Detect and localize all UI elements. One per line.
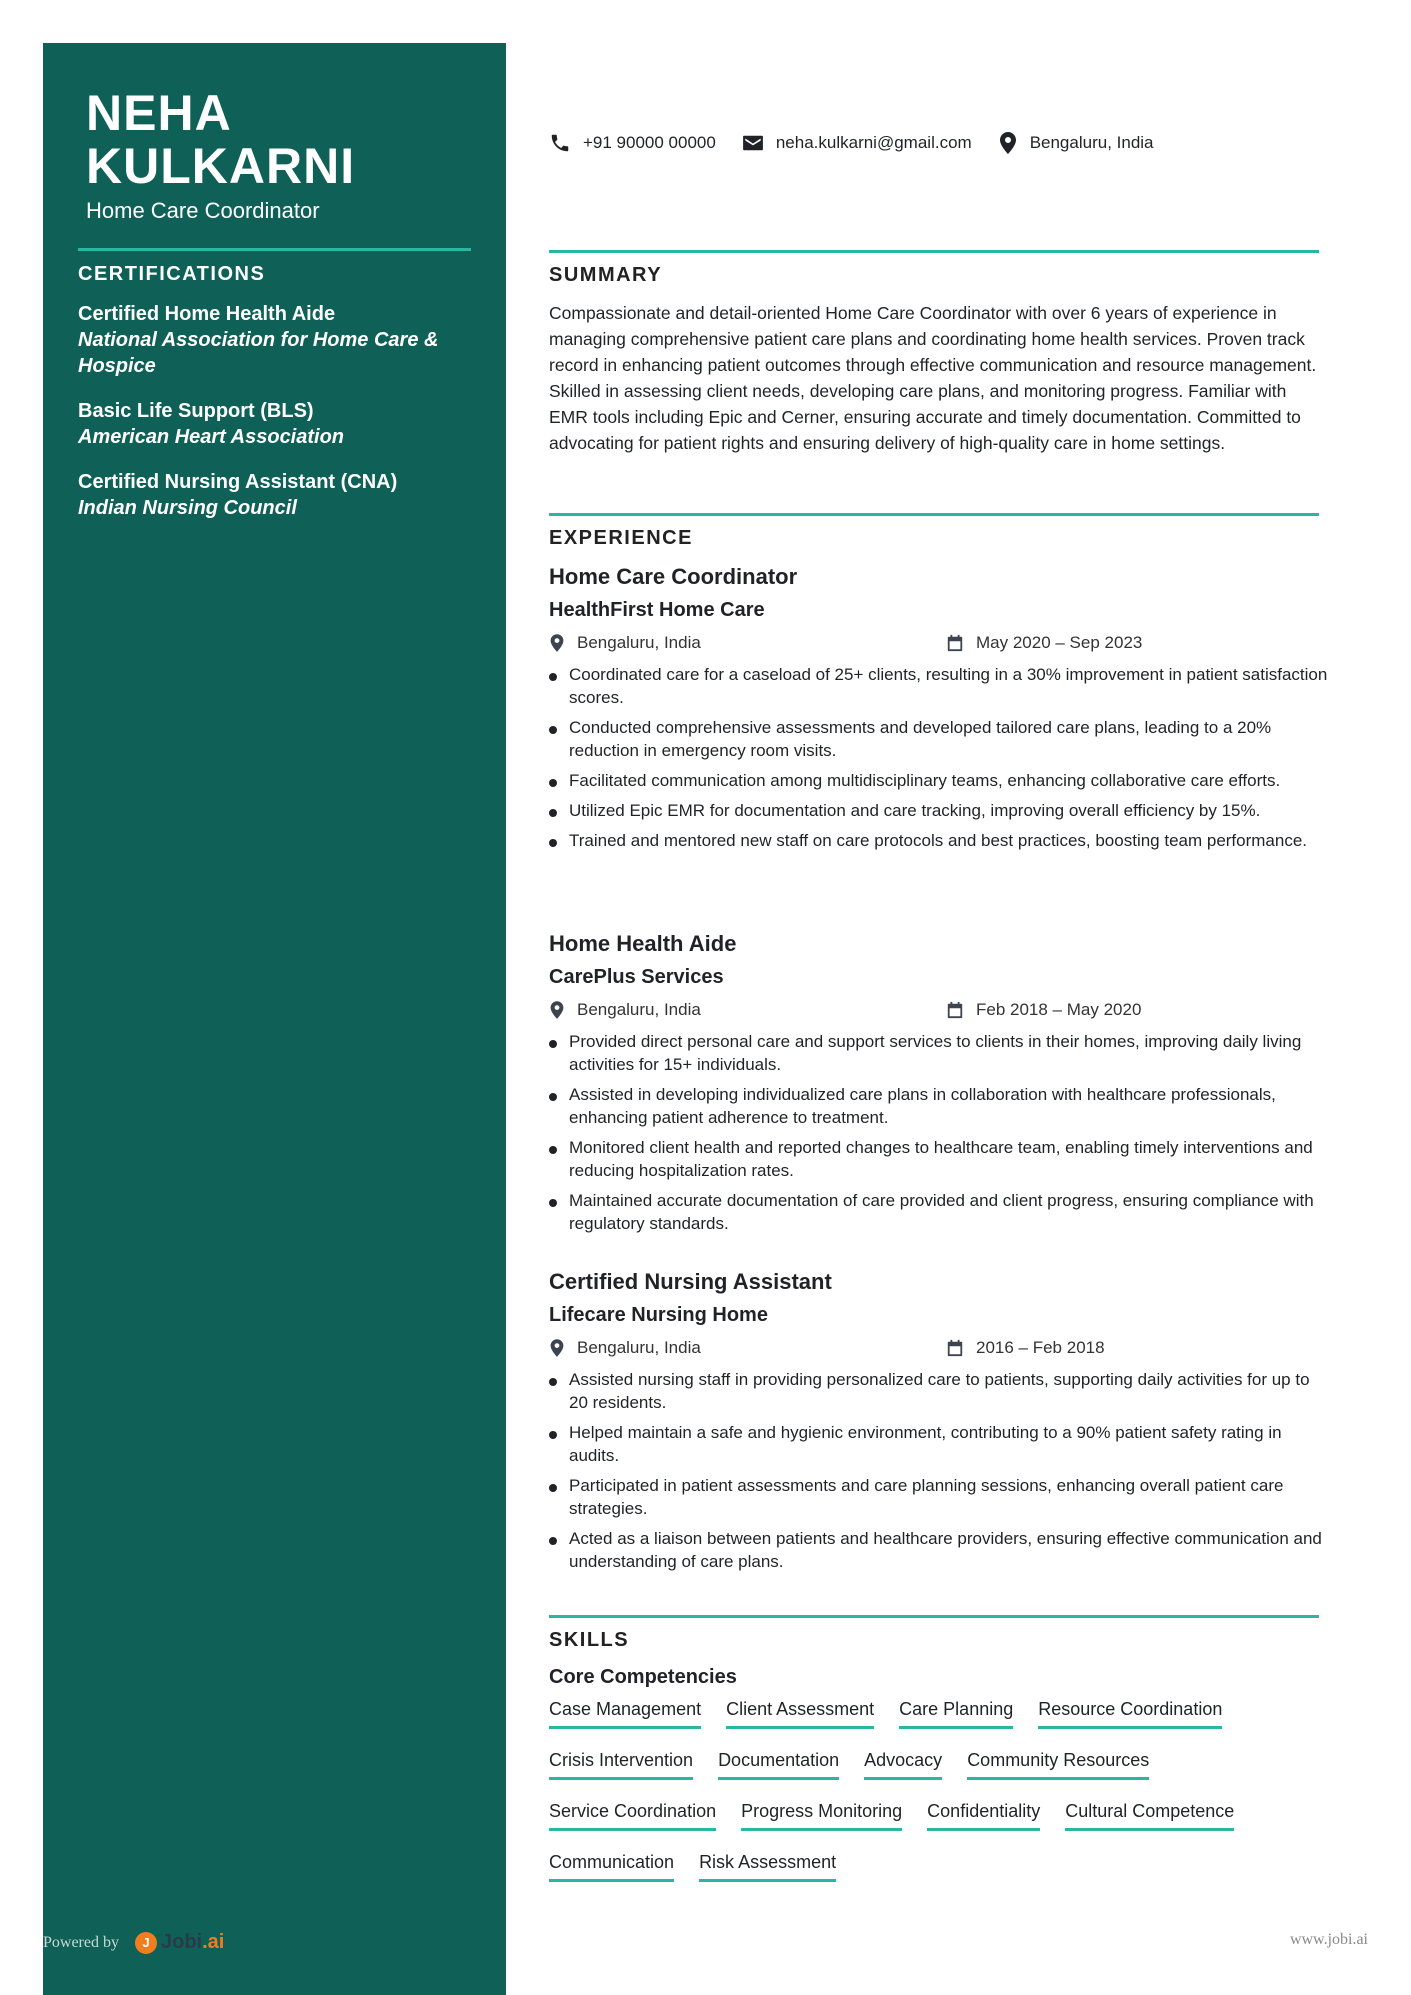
skill-tag: Crisis Intervention	[549, 1747, 693, 1780]
skill-tag: Client Assessment	[726, 1696, 874, 1729]
certifications-list	[78, 301, 478, 540]
experience-divider	[549, 513, 1319, 516]
job-location-text: Bengaluru, India	[577, 1338, 701, 1357]
skill-tag: Service Coordination	[549, 1798, 716, 1831]
location-pin-icon	[549, 1338, 565, 1358]
powered-by-label: Powered by	[43, 1933, 119, 1951]
calendar-icon	[946, 1001, 964, 1019]
certification-name: Certified Home Health Aide	[78, 303, 336, 325]
job-bullet: Provided direct personal care and support services to clients in their homes, improving daily living activities for 15+ individuals.	[549, 1030, 1329, 1076]
powered-by[interactable]	[43, 1931, 224, 1954]
job-location	[549, 1338, 701, 1358]
job-bullet: Assisted in developing individualized care plans in collaboration with healthcare professionals, enhancing patient adherence to treatment.	[549, 1083, 1329, 1129]
job-location	[549, 1000, 701, 1020]
job-location-text: Bengaluru, India	[577, 633, 701, 652]
contact-row	[549, 128, 1180, 158]
location-pin-icon	[549, 633, 565, 653]
jobi-logo-icon: J	[135, 1932, 157, 1954]
job-bullet: Coordinated care for a caseload of 25+ clients, resulting in a 30% improvement in patient satisfaction scores.	[549, 663, 1329, 709]
job-entry	[549, 562, 1329, 859]
job-bullets	[549, 1030, 1329, 1235]
job-bullet: Helped maintain a safe and hygienic environment, contributing to a 90% patient safety rating in audits.	[549, 1421, 1329, 1467]
job-bullet: Conducted comprehensive assessments and developed tailored care plans, leading to a 20% reduction in emergency room visits.	[549, 716, 1329, 762]
location-pin-icon	[549, 1000, 565, 1020]
skill-tag: Community Resources	[967, 1747, 1149, 1780]
certifications-heading: CERTIFICATIONS	[78, 263, 266, 285]
job-title: Home Care Coordinator	[549, 564, 798, 589]
job-dates	[946, 1000, 1141, 1020]
job-company: CarePlus Services	[549, 966, 724, 988]
phone-text: +91 90000 00000	[583, 133, 716, 152]
sidebar-divider	[78, 248, 471, 251]
certification-name: Certified Nursing Assistant (CNA)	[78, 471, 398, 493]
sidebar	[43, 43, 506, 1995]
location-pin-icon	[998, 131, 1018, 155]
skills-divider	[549, 1615, 1319, 1618]
summary-divider	[549, 250, 1319, 253]
job-bullets	[549, 1368, 1329, 1573]
calendar-icon	[946, 634, 964, 652]
contact-phone[interactable]	[549, 132, 716, 154]
certification-org: Indian Nursing Council	[78, 497, 297, 519]
summary-text: Compassionate and detail-oriented Home Care Coordinator with over 6 years of experience in managing comprehensive patient care plans and coordinating home health services. Proven track record in enhancing patient outcomes through effective communication and resource management. Skilled in assessing client needs, developing care plans, and monitoring progress. Familiar with EMR tools including Epic and Cerner, ensuring accurate and timely documentation. Committed to advocating for patient rights and ensuring delivery of high-quality care in home settings.	[549, 303, 1317, 453]
certification-item	[78, 469, 478, 521]
job-meta	[549, 631, 1329, 657]
job-dates-text: Feb 2018 – May 2020	[976, 1000, 1142, 1019]
job-title: Home Health Aide	[549, 931, 737, 956]
skill-tag: Confidentiality	[927, 1798, 1040, 1831]
job-dates	[946, 633, 1142, 653]
skills-heading: SKILLS	[549, 1629, 630, 1651]
job-bullet: Trained and mentored new staff on care protocols and best practices, boosting team performance.	[549, 829, 1329, 852]
skill-tag: Advocacy	[864, 1747, 942, 1780]
skills-subheading: Core Competencies	[549, 1666, 737, 1688]
job-bullet: Monitored client health and reported changes to healthcare team, enabling timely interventions and reducing hospitalization rates.	[549, 1136, 1329, 1182]
job-bullets	[549, 663, 1329, 852]
skill-tag: Communication	[549, 1849, 674, 1882]
contact-email[interactable]	[742, 133, 972, 153]
certification-org: American Heart Association	[78, 426, 345, 448]
skill-tag: Documentation	[718, 1747, 839, 1780]
email-icon	[742, 134, 764, 152]
skill-tag: Risk Assessment	[699, 1849, 836, 1882]
experience-heading: EXPERIENCE	[549, 527, 693, 549]
job-meta	[549, 998, 1329, 1024]
skill-tag: Cultural Competence	[1065, 1798, 1234, 1831]
job-bullet: Acted as a liaison between patients and healthcare providers, ensuring effective communication and understanding of care plans.	[549, 1527, 1329, 1573]
name-line-1: NEHA	[86, 85, 232, 141]
job-bullet: Maintained accurate documentation of care provided and client progress, ensuring compliance with regulatory standards.	[549, 1189, 1329, 1235]
calendar-icon	[946, 1339, 964, 1357]
job-entry	[549, 929, 1329, 1242]
candidate-name	[86, 87, 355, 193]
certification-item	[78, 301, 478, 379]
certification-org: National Association for Home Care & Hospice	[78, 329, 439, 377]
location-text: Bengaluru, India	[1029, 133, 1154, 152]
job-entry	[549, 1267, 1329, 1580]
contact-location	[998, 131, 1154, 155]
phone-icon	[549, 132, 571, 154]
skill-tag: Resource Coordination	[1038, 1696, 1222, 1729]
name-line-2: KULKARNI	[86, 138, 356, 194]
job-location-text: Bengaluru, India	[577, 1000, 701, 1019]
job-bullet: Participated in patient assessments and care planning sessions, enhancing overall patient care strategies.	[549, 1474, 1329, 1520]
job-dates-text: 2016 – Feb 2018	[976, 1338, 1105, 1357]
job-location	[549, 633, 701, 653]
job-bullet: Assisted nursing staff in providing personalized care to patients, supporting daily activities for up to 20 residents.	[549, 1368, 1329, 1414]
candidate-role: Home Care Coordinator	[86, 198, 320, 223]
job-company: Lifecare Nursing Home	[549, 1304, 768, 1326]
jobi-logo-text: Jobi.ai	[160, 1931, 225, 1953]
site-link[interactable]: www.jobi.ai	[1289, 1931, 1368, 1948]
job-meta	[549, 1336, 1329, 1362]
skills-list	[549, 1696, 1329, 1900]
job-dates	[946, 1338, 1105, 1358]
job-dates-text: May 2020 – Sep 2023	[976, 633, 1143, 652]
job-bullet: Utilized Epic EMR for documentation and care tracking, improving overall efficiency by 15%.	[549, 799, 1329, 822]
skill-tag: Case Management	[549, 1696, 701, 1729]
email-text: neha.kulkarni@gmail.com	[775, 133, 972, 152]
skill-tag: Care Planning	[899, 1696, 1013, 1729]
job-bullet: Facilitated communication among multidisciplinary teams, enhancing collaborative care efforts.	[549, 769, 1329, 792]
job-title: Certified Nursing Assistant	[549, 1269, 832, 1294]
skill-tag: Progress Monitoring	[741, 1798, 902, 1831]
summary-heading: SUMMARY	[549, 264, 663, 286]
certification-name: Basic Life Support (BLS)	[78, 400, 314, 422]
certification-item	[78, 398, 478, 450]
job-company: HealthFirst Home Care	[549, 599, 765, 621]
